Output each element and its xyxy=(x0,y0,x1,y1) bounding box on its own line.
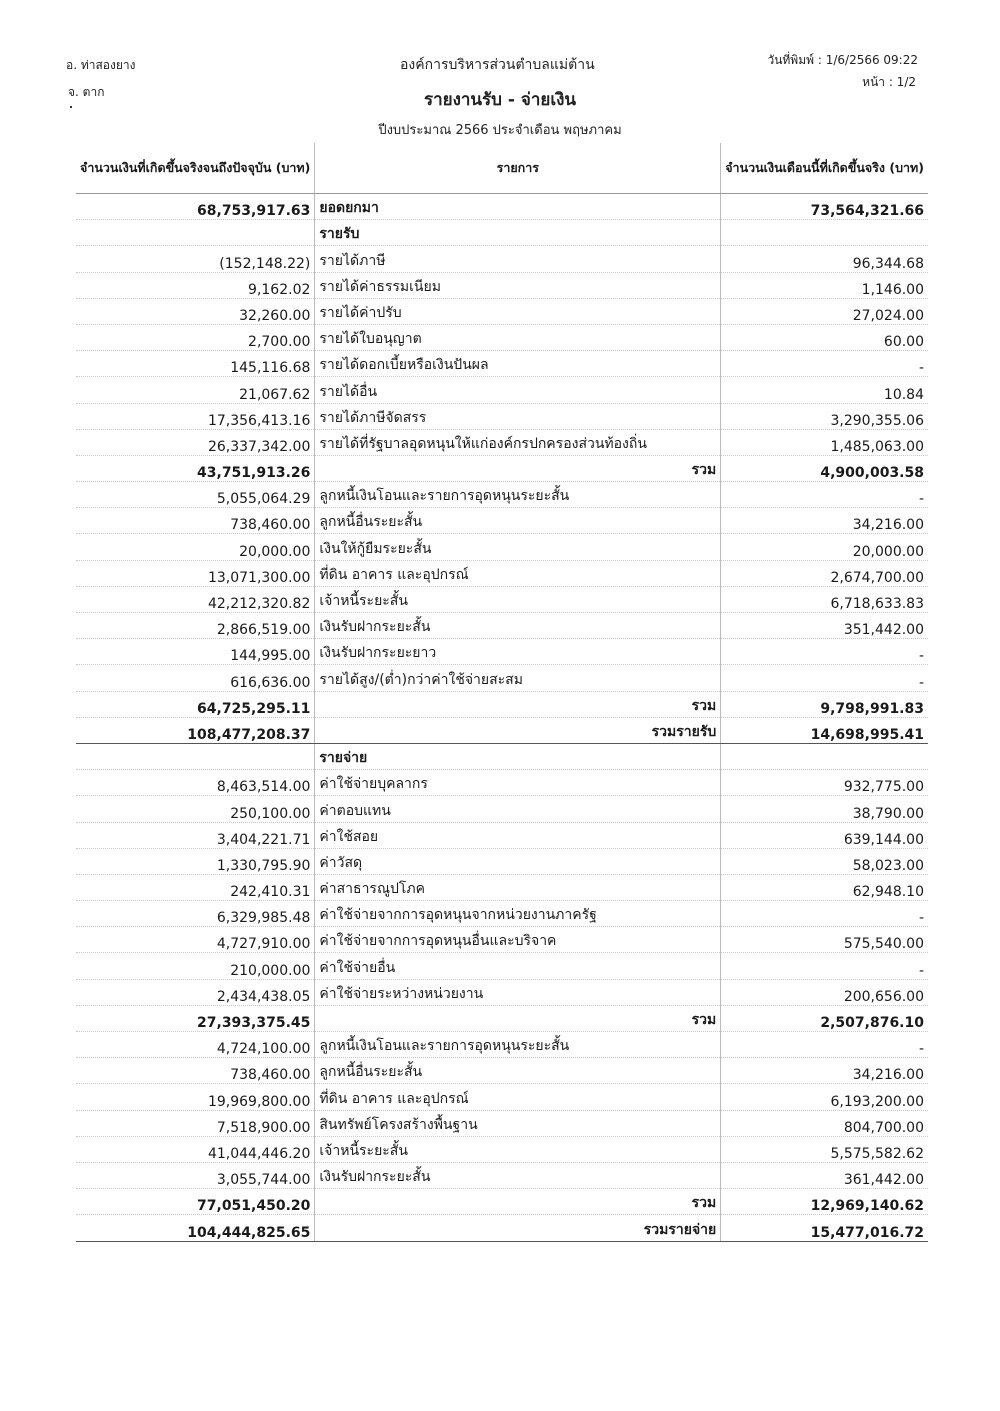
month-amount: 361,442.00 xyxy=(721,1162,928,1188)
table-row xyxy=(76,1110,928,1136)
month-amount: - xyxy=(721,482,928,508)
ytd-amount: 5,055,064.29 xyxy=(76,482,315,508)
month-amount: 351,442.00 xyxy=(721,613,928,639)
table-row xyxy=(76,272,928,298)
item-label: รวมรายรับ xyxy=(315,717,721,743)
table-body xyxy=(76,194,928,1242)
ytd-amount: 3,055,744.00 xyxy=(76,1162,315,1188)
table-row xyxy=(76,1189,928,1215)
table-row xyxy=(76,586,928,612)
ytd-amount: 2,700.00 xyxy=(76,324,315,350)
item-label: ค่าสาธารณูปโภค xyxy=(315,874,721,900)
ytd-amount: 738,460.00 xyxy=(76,1058,315,1084)
item-label: รายจ่าย xyxy=(315,743,721,769)
month-amount: 34,216.00 xyxy=(721,508,928,534)
column-header-item: รายการ xyxy=(315,143,721,194)
month-amount: 639,144.00 xyxy=(721,822,928,848)
month-amount: 27,024.00 xyxy=(721,298,928,324)
item-label: รายได้ดอกเบี้ยหรือเงินปันผล xyxy=(315,351,721,377)
item-label: ค่าใช้จ่ายบุคลากร xyxy=(315,770,721,796)
month-amount: 804,700.00 xyxy=(721,1110,928,1136)
print-date: วันที่พิมพ์ : 1/6/2566 09:22 xyxy=(767,53,918,67)
item-label: ลูกหนี้เงินโอนและรายการอุดหนุนระยะสั้น xyxy=(315,1032,721,1058)
month-amount: - xyxy=(721,953,928,979)
month-amount: 10.84 xyxy=(721,377,928,403)
column-header-month: จำนวนเงินเดือนนี้ที่เกิดขึ้นจริง (บาท) xyxy=(721,143,928,194)
item-label: รายได้ภาษี xyxy=(315,246,721,272)
table-row xyxy=(76,665,928,691)
month-amount: 4,900,003.58 xyxy=(721,455,928,481)
table-row xyxy=(76,1136,928,1162)
report-title: รายงานรับ - จ่ายเงิน xyxy=(423,90,577,110)
month-amount: 58,023.00 xyxy=(721,848,928,874)
table-row xyxy=(76,848,928,874)
item-label: ลูกหนี้อื่นระยะสั้น xyxy=(315,1058,721,1084)
table-row xyxy=(76,1215,928,1241)
table-row xyxy=(76,560,928,586)
month-amount: 12,969,140.62 xyxy=(721,1189,928,1215)
ytd-amount: 43,751,913.26 xyxy=(76,455,315,481)
item-label: รายรับ xyxy=(315,220,721,246)
ytd-amount: 20,000.00 xyxy=(76,534,315,560)
item-label: ที่ดิน อาคาร และอุปกรณ์ xyxy=(315,560,721,586)
item-label: รายได้ที่รัฐบาลอุดหนุนให้แก่องค์กรปกครองส่วนท้องถิ่น xyxy=(315,429,721,455)
month-amount: 38,790.00 xyxy=(721,796,928,822)
ytd-amount: 8,463,514.00 xyxy=(76,770,315,796)
month-amount: 3,290,355.06 xyxy=(721,403,928,429)
table-row xyxy=(76,1058,928,1084)
table-row xyxy=(76,508,928,534)
item-label: รวมรายจ่าย xyxy=(315,1215,721,1241)
organization-name: องค์การบริหารส่วนตำบลแม่ต้าน xyxy=(400,57,595,73)
table-row xyxy=(76,1162,928,1188)
province-label: จ. ตาก xyxy=(68,85,105,99)
page-number: หน้า : 1/2 xyxy=(862,75,916,89)
item-label: ค่าใช้จ่ายจากการอุดหนุนจากหน่วยงานภาครัฐ xyxy=(315,901,721,927)
table-row xyxy=(76,403,928,429)
item-label: ค่าใช้จ่ายอื่น xyxy=(315,953,721,979)
table-row xyxy=(76,953,928,979)
table-row xyxy=(76,246,928,272)
table-row xyxy=(76,324,928,350)
item-label: สินทรัพย์โครงสร้างพื้นฐาน xyxy=(315,1110,721,1136)
month-amount: 5,575,582.62 xyxy=(721,1136,928,1162)
month-amount: 62,948.10 xyxy=(721,874,928,900)
table-row xyxy=(76,822,928,848)
district-label: อ. ท่าสองยาง xyxy=(66,58,136,72)
item-label: ค่าใช้จ่ายระหว่างหน่วยงาน xyxy=(315,979,721,1005)
table-row xyxy=(76,691,928,717)
table-row xyxy=(76,901,928,927)
table-row xyxy=(76,194,928,220)
month-amount: - xyxy=(721,665,928,691)
item-label: รายได้ค่าธรรมเนียม xyxy=(315,272,721,298)
month-amount: 932,775.00 xyxy=(721,770,928,796)
month-amount: - xyxy=(721,639,928,665)
ytd-amount: 9,162.02 xyxy=(76,272,315,298)
item-label: ค่าตอบแทน xyxy=(315,796,721,822)
table-header-row xyxy=(76,143,928,194)
table-row xyxy=(76,770,928,796)
month-amount: 2,507,876.10 xyxy=(721,1005,928,1031)
month-amount: 96,344.68 xyxy=(721,246,928,272)
item-label: ยอดยกมา xyxy=(315,194,721,220)
ytd-amount: 41,044,446.20 xyxy=(76,1136,315,1162)
item-label: รวม xyxy=(315,1189,721,1215)
month-amount: 2,674,700.00 xyxy=(721,560,928,586)
ytd-amount: 77,051,450.20 xyxy=(76,1189,315,1215)
ytd-amount: 210,000.00 xyxy=(76,953,315,979)
ytd-amount: 108,477,208.37 xyxy=(76,717,315,743)
ytd-amount: 17,356,413.16 xyxy=(76,403,315,429)
ytd-amount: 4,727,910.00 xyxy=(76,927,315,953)
ytd-amount: 19,969,800.00 xyxy=(76,1084,315,1110)
table-row xyxy=(76,717,928,743)
month-amount: 6,193,200.00 xyxy=(721,1084,928,1110)
ytd-amount: 68,753,917.63 xyxy=(76,194,315,220)
table-row xyxy=(76,455,928,481)
table-row xyxy=(76,979,928,1005)
table-row xyxy=(76,482,928,508)
item-label: เงินรับฝากระยะยาว xyxy=(315,639,721,665)
ytd-amount: 1,330,795.90 xyxy=(76,848,315,874)
month-amount: 575,540.00 xyxy=(721,927,928,953)
month-amount: 6,718,633.83 xyxy=(721,586,928,612)
table-row xyxy=(76,534,928,560)
item-label: รายได้ภาษีจัดสรร xyxy=(315,403,721,429)
ytd-amount: 242,410.31 xyxy=(76,874,315,900)
month-amount: 73,564,321.66 xyxy=(721,194,928,220)
item-label: รายได้ค่าปรับ xyxy=(315,298,721,324)
report-subtitle: ปีงบประมาณ 2566 ประจำเดือน พฤษภาคม xyxy=(378,123,622,138)
item-label: ค่าใช้จ่ายจากการอุดหนุนอื่นและบริจาค xyxy=(315,927,721,953)
month-amount: - xyxy=(721,351,928,377)
ytd-amount: 21,067.62 xyxy=(76,377,315,403)
ytd-amount: 144,995.00 xyxy=(76,639,315,665)
month-amount: 14,698,995.41 xyxy=(721,717,928,743)
table-row xyxy=(76,429,928,455)
ytd-amount: 738,460.00 xyxy=(76,508,315,534)
ytd-amount: 104,444,825.65 xyxy=(76,1215,315,1241)
item-label: รายได้อื่น xyxy=(315,377,721,403)
item-label: รายได้สูง/(ต่ำ)กว่าค่าใช้จ่ายสะสม xyxy=(315,665,721,691)
ytd-amount: 2,434,438.05 xyxy=(76,979,315,1005)
ytd-amount: 27,393,375.45 xyxy=(76,1005,315,1031)
ytd-amount: 6,329,985.48 xyxy=(76,901,315,927)
item-label: เงินรับฝากระยะสั้น xyxy=(315,613,721,639)
item-label: เงินให้กู้ยืมระยะสั้น xyxy=(315,534,721,560)
ytd-amount: 616,636.00 xyxy=(76,665,315,691)
table-row xyxy=(76,639,928,665)
month-amount xyxy=(721,220,928,246)
ytd-amount: 250,100.00 xyxy=(76,796,315,822)
ytd-amount xyxy=(76,743,315,769)
month-amount: 9,798,991.83 xyxy=(721,691,928,717)
item-label: รายได้ใบอนุญาต xyxy=(315,324,721,350)
item-label: ค่าใช้สอย xyxy=(315,822,721,848)
item-label: เจ้าหนี้ระยะสั้น xyxy=(315,1136,721,1162)
table-row xyxy=(76,377,928,403)
ytd-amount: 13,071,300.00 xyxy=(76,560,315,586)
month-amount: 1,485,063.00 xyxy=(721,429,928,455)
ytd-amount: 64,725,295.11 xyxy=(76,691,315,717)
item-label: รวม xyxy=(315,455,721,481)
ytd-amount: 2,866,519.00 xyxy=(76,613,315,639)
column-header-ytd: จำนวนเงินที่เกิดขึ้นจริงจนถึงปัจจุบัน (บาท) xyxy=(76,143,315,194)
table-row xyxy=(76,1084,928,1110)
table-row xyxy=(76,927,928,953)
item-label: ค่าวัสดุ xyxy=(315,848,721,874)
month-amount: 200,656.00 xyxy=(721,979,928,1005)
ytd-amount: 3,404,221.71 xyxy=(76,822,315,848)
ytd-amount: 4,724,100.00 xyxy=(76,1032,315,1058)
ytd-amount: 7,518,900.00 xyxy=(76,1110,315,1136)
month-amount xyxy=(721,743,928,769)
item-label: ลูกหนี้เงินโอนและรายการอุดหนุนระยะสั้น xyxy=(315,482,721,508)
ytd-amount: (152,148.22) xyxy=(76,246,315,272)
month-amount: 34,216.00 xyxy=(721,1058,928,1084)
table-row xyxy=(76,1005,928,1031)
ytd-amount: 26,337,342.00 xyxy=(76,429,315,455)
item-label: รวม xyxy=(315,1005,721,1031)
month-amount: 20,000.00 xyxy=(721,534,928,560)
item-label: ลูกหนี้อื่นระยะสั้น xyxy=(315,508,721,534)
item-label: เงินรับฝากระยะสั้น xyxy=(315,1162,721,1188)
table-row xyxy=(76,874,928,900)
table-row xyxy=(76,613,928,639)
ytd-amount xyxy=(76,220,315,246)
table-row xyxy=(76,220,928,246)
table-row xyxy=(76,298,928,324)
ytd-amount: 32,260.00 xyxy=(76,298,315,324)
month-amount: - xyxy=(721,1032,928,1058)
receipts-payments-table xyxy=(76,143,928,1242)
table-row xyxy=(76,351,928,377)
ytd-amount: 145,116.68 xyxy=(76,351,315,377)
table-row xyxy=(76,1032,928,1058)
month-amount: 1,146.00 xyxy=(721,272,928,298)
table-row xyxy=(76,796,928,822)
item-label: เจ้าหนี้ระยะสั้น xyxy=(315,586,721,612)
month-amount: 60.00 xyxy=(721,324,928,350)
month-amount: 15,477,016.72 xyxy=(721,1215,928,1241)
item-label: รวม xyxy=(315,691,721,717)
month-amount: - xyxy=(721,901,928,927)
ytd-amount: 42,212,320.82 xyxy=(76,586,315,612)
item-label: ที่ดิน อาคาร และอุปกรณ์ xyxy=(315,1084,721,1110)
table-row xyxy=(76,743,928,769)
